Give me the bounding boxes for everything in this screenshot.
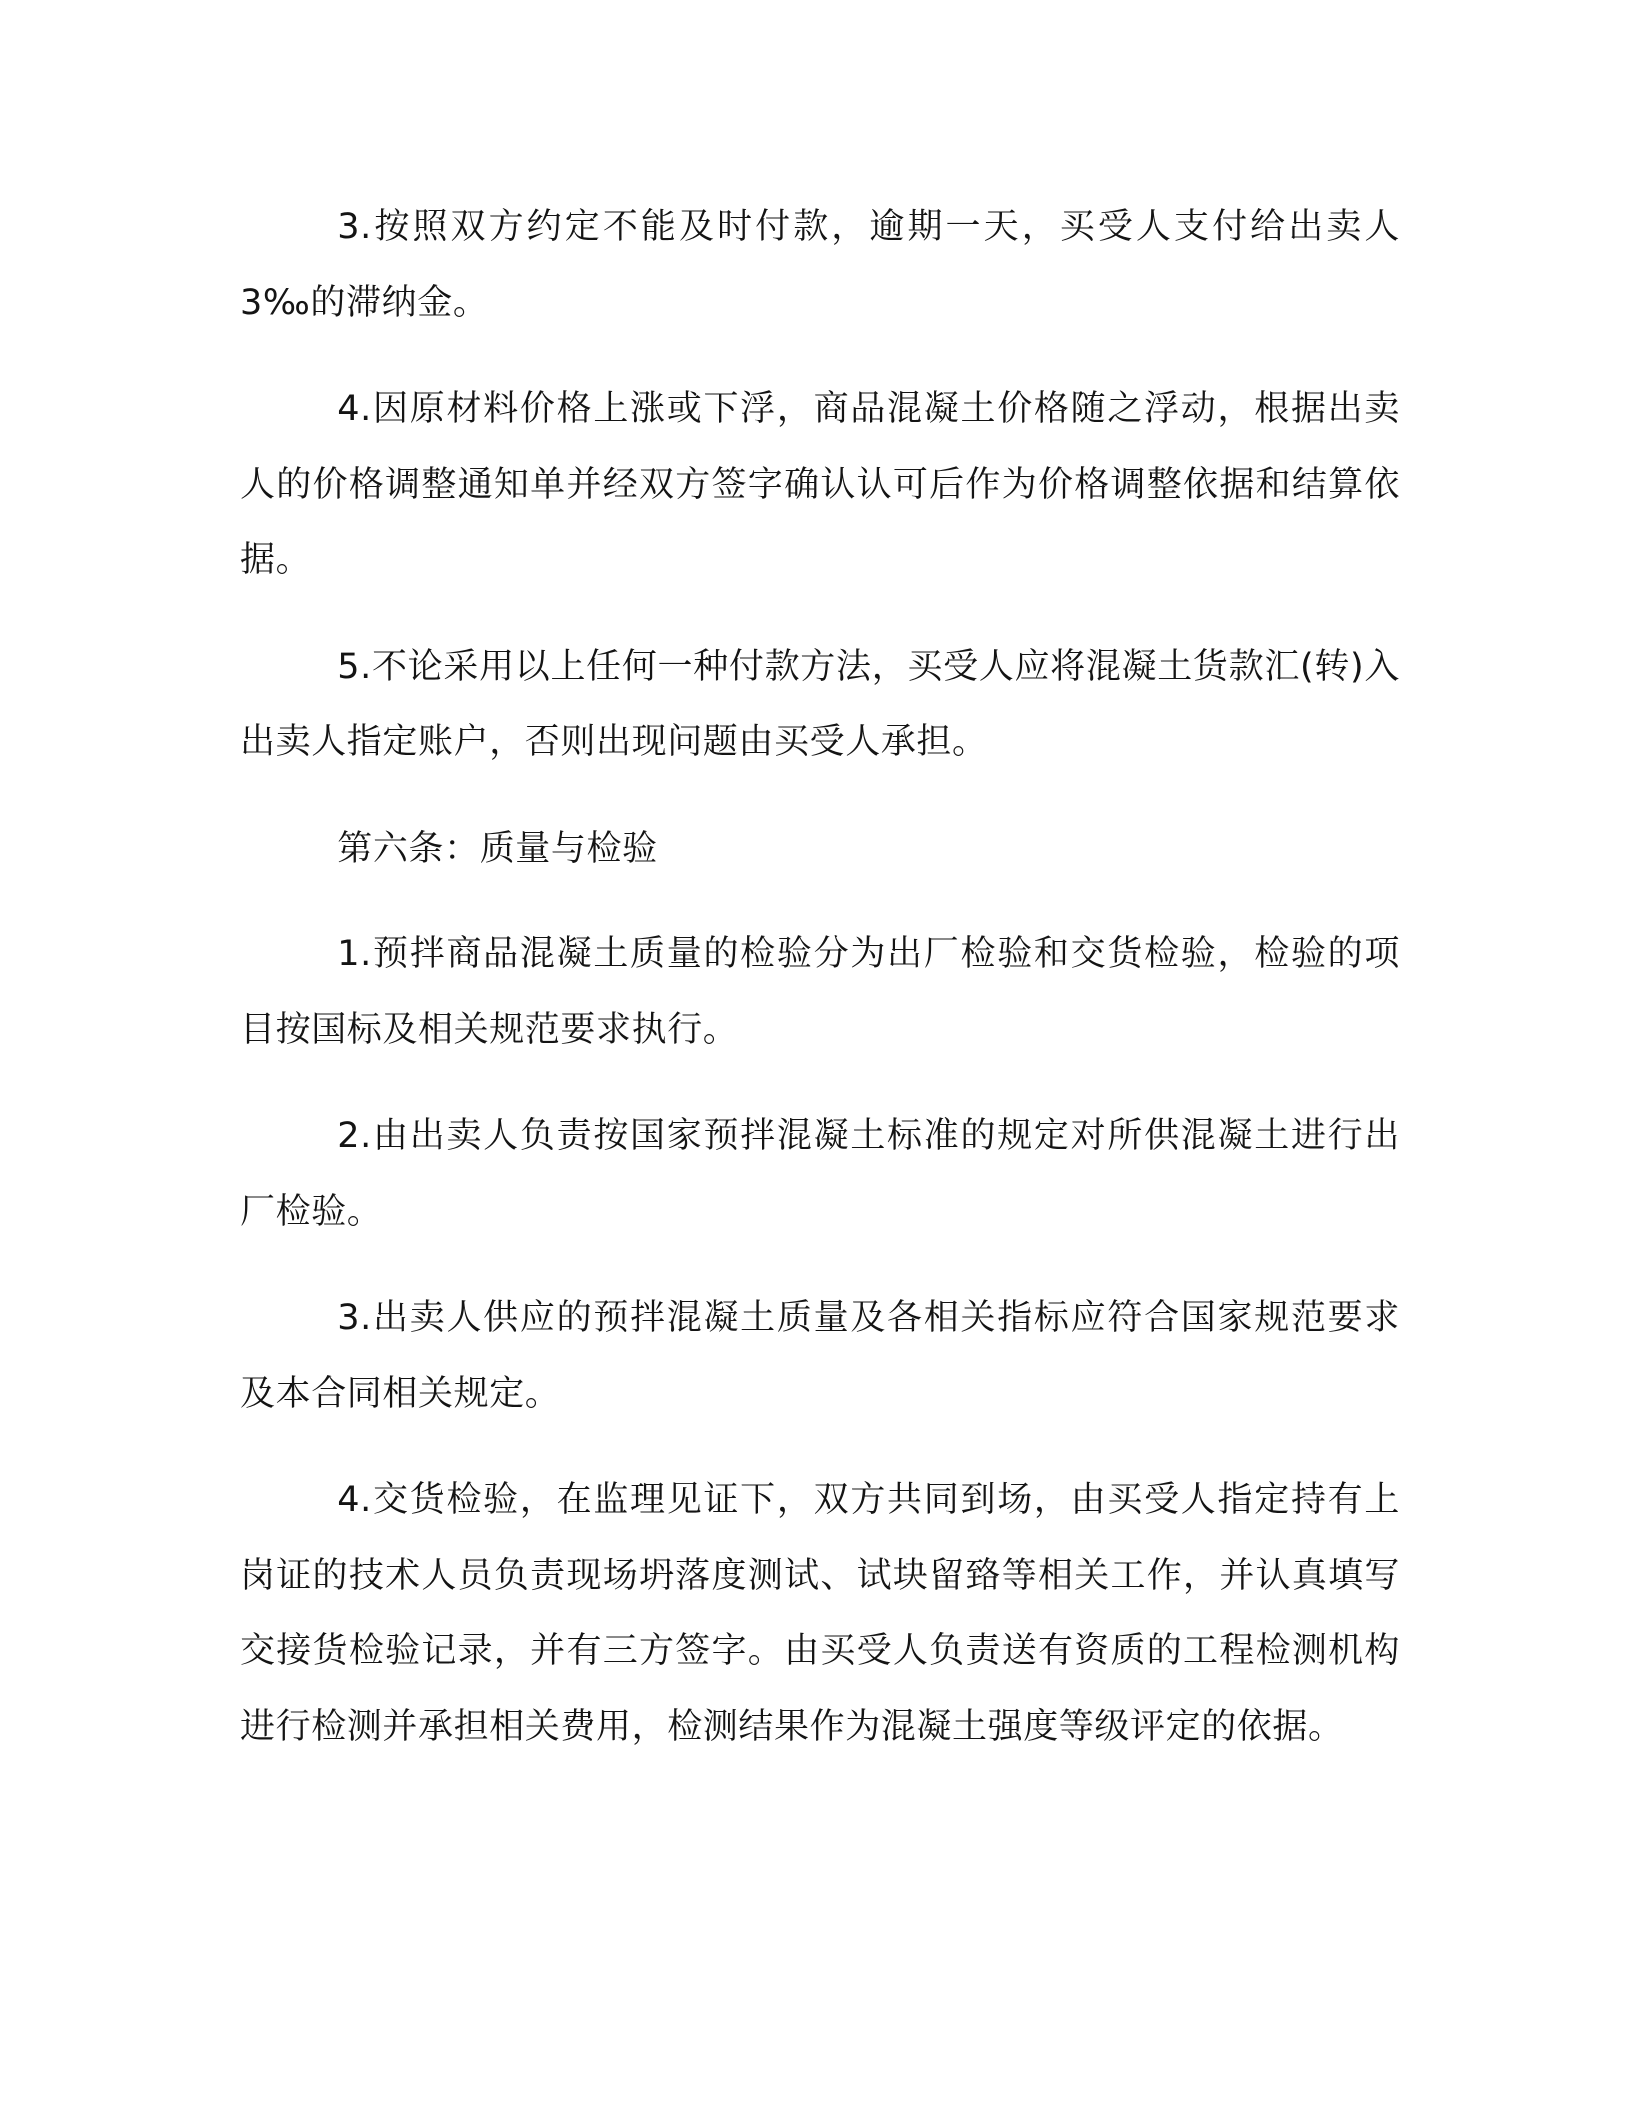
paragraph-quality-standards: 3.出卖人供应的预拌混凝土质量及各相关指标应符合国家规范要求及本合同相关规定。 [240, 1298, 1400, 1414]
paragraph-inspection-types: 1.预拌商品混凝土质量的检验分为出厂检验和交货检验，检验的项目按国标及相关规范要求执行。 [240, 934, 1400, 1050]
section-heading-quality: 第六条：质量与检验 [337, 828, 658, 869]
paragraph-payment-late-fee: 3.按照双方约定不能及时付款，逾期一天，买受人支付给出卖人3‰的滞纳金。 [240, 207, 1400, 323]
paragraph-payment-account: 5.不论采用以上任何一种付款方法，买受人应将混凝土货款汇(转)入出卖人指定账户，否则出现问题由买受人承担。 [240, 646, 1400, 762]
paragraph-factory-inspection: 2.由出卖人负责按国家预拌混凝土标准的规定对所供混凝土进行出厂检验。 [240, 1116, 1400, 1232]
paragraph-price-adjustment: 4.因原材料价格上涨或下浮，商品混凝土价格随之浮动，根据出卖人的价格调整通知单并经双方签字确认认可后作为价格调整依据和结算依据。 [240, 389, 1400, 580]
document-body [240, 190, 1400, 1796]
paragraph-delivery-inspection: 4.交货检验，在监理见证下，双方共同到场，由买受人指定持有上岗证的技术人员负责现场坍落度测试、试块留臵等相关工作，并认真填写交接货检验记录，并有三方签字。由买受人负责送有资质的工程检测机构进行检测并承担相关费用，检测结果作为混凝土强度等级评定的依据。 [240, 1480, 1400, 1747]
